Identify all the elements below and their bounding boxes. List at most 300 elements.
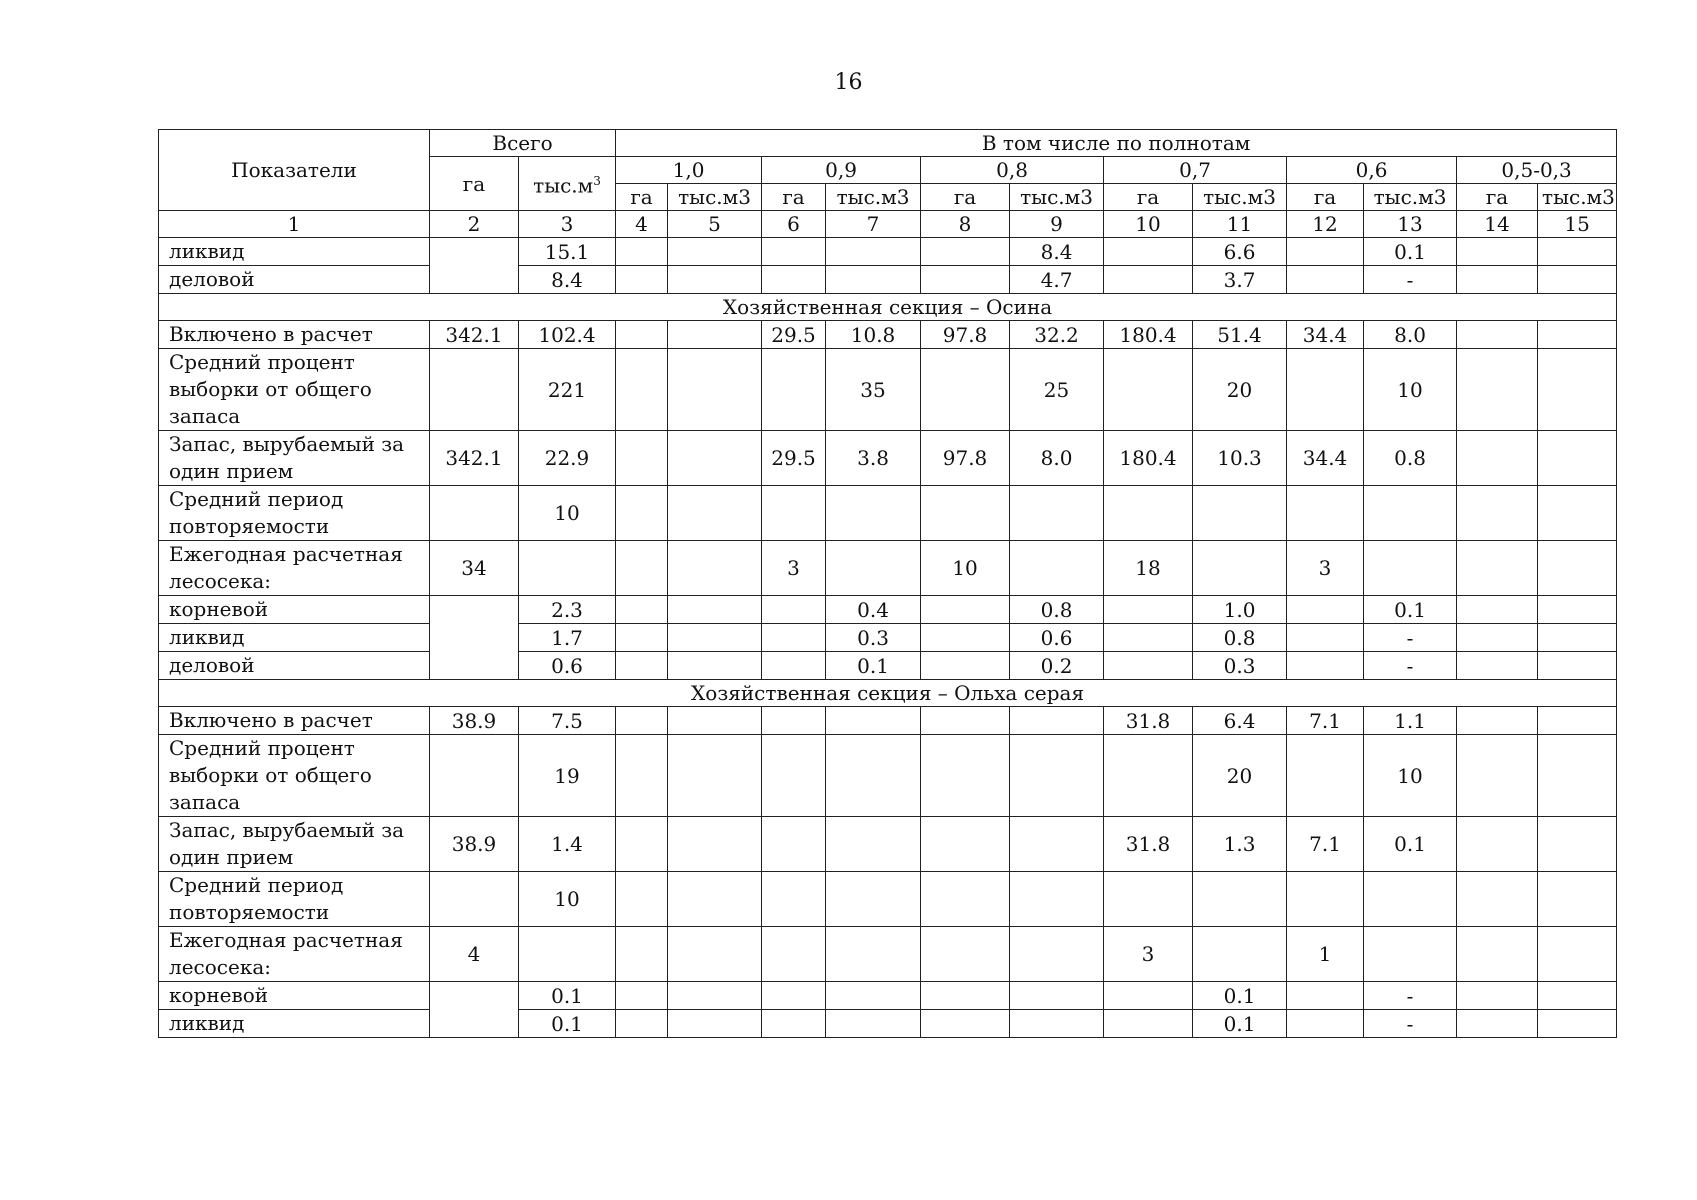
table-cell: 102.4 (519, 321, 616, 349)
table-cell (762, 1010, 826, 1038)
table-cell (762, 817, 826, 872)
table-cell: 0.1 (519, 1010, 616, 1038)
table-cell: 3.7 (1193, 266, 1287, 294)
table-cell (1104, 1010, 1193, 1038)
table-row (159, 872, 1617, 927)
table-cell (1287, 1010, 1364, 1038)
col-number: 9 (1010, 211, 1104, 238)
table-row (159, 927, 1617, 982)
table-cell (1538, 872, 1617, 927)
col-number: 3 (519, 211, 616, 238)
table-cell (762, 652, 826, 680)
table-cell (1538, 541, 1617, 596)
row-label: ликвид (159, 1010, 430, 1038)
table-cell (826, 982, 921, 1010)
table-cell (826, 238, 921, 266)
table-cell (826, 486, 921, 541)
table-cell: 29.5 (762, 431, 826, 486)
table-cell: 10 (1364, 349, 1457, 431)
table-cell (1010, 486, 1104, 541)
table-cell: 25 (1010, 349, 1104, 431)
table-cell: 8.0 (1364, 321, 1457, 349)
table-cell: 0.3 (826, 624, 921, 652)
row-label: Средний период повторяемости (159, 872, 430, 927)
table-cell (668, 624, 762, 652)
table-cell: 7.1 (1287, 707, 1364, 735)
table-cell (762, 707, 826, 735)
table-cell (1104, 624, 1193, 652)
table-cell (826, 735, 921, 817)
row-label: деловой (159, 652, 430, 680)
table-cell: 180.4 (1104, 321, 1193, 349)
sub-m3: тыс.м3 (1010, 184, 1104, 211)
table-cell (430, 982, 519, 1038)
table-row (159, 266, 1617, 294)
table-cell (921, 238, 1010, 266)
table-cell: 3 (1287, 541, 1364, 596)
table-row (159, 349, 1617, 431)
table-cell (430, 735, 519, 817)
table-cell (1457, 349, 1538, 431)
table-cell (1457, 266, 1538, 294)
table-cell: 0.8 (1010, 596, 1104, 624)
table-cell (921, 707, 1010, 735)
table-cell (762, 486, 826, 541)
table-cell: 10 (519, 486, 616, 541)
density-0-6: 0,6 (1287, 157, 1457, 184)
table-cell (1538, 707, 1617, 735)
col-number: 7 (826, 211, 921, 238)
table-cell: 0.2 (1010, 652, 1104, 680)
table-cell (1193, 486, 1287, 541)
table-cell (1287, 982, 1364, 1010)
header-indicators: Показатели (159, 130, 430, 211)
table-cell (1457, 872, 1538, 927)
table-cell (1287, 735, 1364, 817)
table-cell (1538, 624, 1617, 652)
table-cell: 20 (1193, 349, 1287, 431)
table-cell (1538, 349, 1617, 431)
table-cell (762, 238, 826, 266)
table-cell (826, 872, 921, 927)
table-cell: 0.4 (826, 596, 921, 624)
table-cell (1457, 707, 1538, 735)
table-cell (921, 266, 1010, 294)
table-cell: 4.7 (1010, 266, 1104, 294)
table-cell: 6.6 (1193, 238, 1287, 266)
table-cell (921, 624, 1010, 652)
table-cell (1193, 541, 1287, 596)
table-cell (762, 266, 826, 294)
table-cell (762, 349, 826, 431)
table-cell (668, 652, 762, 680)
table-cell (1287, 349, 1364, 431)
header-by-density: В том числе по полнотам (616, 130, 1617, 157)
table-cell (1457, 238, 1538, 266)
table-cell (430, 596, 519, 680)
table-row (159, 707, 1617, 735)
table-cell: 0.1 (826, 652, 921, 680)
table-cell (1538, 321, 1617, 349)
table-cell (668, 238, 762, 266)
table-cell (616, 349, 668, 431)
section-title-alder: Хозяйственная секция – Ольха серая (159, 680, 1617, 707)
row-label: Ежегодная расчетная лесосека: (159, 927, 430, 982)
table-cell (1457, 321, 1538, 349)
table-cell (1364, 541, 1457, 596)
table-cell: - (1364, 266, 1457, 294)
table-cell (616, 596, 668, 624)
table-cell: 10.3 (1193, 431, 1287, 486)
table-cell: 15.1 (519, 238, 616, 266)
table-cell (616, 707, 668, 735)
header-row-1 (159, 130, 1617, 157)
table-cell (1457, 431, 1538, 486)
table-cell (921, 652, 1010, 680)
table-cell (430, 486, 519, 541)
table-cell (1104, 266, 1193, 294)
sub-m3: тыс.м3 (826, 184, 921, 211)
table-cell (762, 735, 826, 817)
table-cell (1104, 652, 1193, 680)
table-cell (1457, 624, 1538, 652)
table-cell (1457, 1010, 1538, 1038)
table-cell: 22.9 (519, 431, 616, 486)
table-cell (921, 817, 1010, 872)
table-cell (616, 872, 668, 927)
table-cell (1457, 817, 1538, 872)
table-cell (668, 982, 762, 1010)
table-cell (921, 927, 1010, 982)
table-cell (1538, 238, 1617, 266)
col-number: 13 (1364, 211, 1457, 238)
table-cell: 34 (430, 541, 519, 596)
table-cell (519, 541, 616, 596)
table-cell: - (1364, 1010, 1457, 1038)
table-cell (1010, 707, 1104, 735)
table-cell (1364, 927, 1457, 982)
sub-m3: тыс.м3 (1364, 184, 1457, 211)
table-cell: 18 (1104, 541, 1193, 596)
table-cell: 1.1 (1364, 707, 1457, 735)
table-cell (921, 982, 1010, 1010)
table-cell (1538, 735, 1617, 817)
table-cell (668, 596, 762, 624)
table-cell (1457, 982, 1538, 1010)
density-1-0: 1,0 (616, 157, 762, 184)
table-cell (1104, 596, 1193, 624)
table-cell (668, 707, 762, 735)
table-row (159, 817, 1617, 872)
table-cell: 342.1 (430, 321, 519, 349)
table-cell (826, 541, 921, 596)
table-cell (1010, 927, 1104, 982)
table-cell (616, 238, 668, 266)
section-title-aspen: Хозяйственная секция – Осина (159, 294, 1617, 321)
table-row (159, 596, 1617, 624)
table-cell (1457, 486, 1538, 541)
table-cell (826, 927, 921, 982)
table-cell (762, 927, 826, 982)
col-number: 14 (1457, 211, 1538, 238)
table-cell (616, 735, 668, 817)
row-label: Ежегодная расчетная лесосека: (159, 541, 430, 596)
table-cell: 34.4 (1287, 321, 1364, 349)
row-label: корневой (159, 596, 430, 624)
table-cell: 1.4 (519, 817, 616, 872)
table-cell (1457, 541, 1538, 596)
row-label: Запас, вырубаемый за один прием (159, 431, 430, 486)
col-number: 2 (430, 211, 519, 238)
row-label: Средний процент выборки от общего запаса (159, 349, 430, 431)
table-cell (1010, 541, 1104, 596)
table-cell (921, 486, 1010, 541)
table-cell: 1.7 (519, 624, 616, 652)
table-cell (1457, 652, 1538, 680)
table-cell (1010, 1010, 1104, 1038)
table-cell: 1.0 (1193, 596, 1287, 624)
table-cell: 38.9 (430, 707, 519, 735)
table-cell (616, 982, 668, 1010)
col-number: 6 (762, 211, 826, 238)
table-cell: 6.4 (1193, 707, 1287, 735)
table-cell (668, 349, 762, 431)
table-cell: 31.8 (1104, 707, 1193, 735)
sub-ha: га (921, 184, 1010, 211)
table-cell: 3.8 (826, 431, 921, 486)
table-cell: - (1364, 624, 1457, 652)
table-cell (1010, 982, 1104, 1010)
table-cell: 10.8 (826, 321, 921, 349)
table-cell (1287, 596, 1364, 624)
table-cell: 10 (519, 872, 616, 927)
row-label: Запас, вырубаемый за один прием (159, 817, 430, 872)
table-cell (668, 872, 762, 927)
table-cell: 31.8 (1104, 817, 1193, 872)
table-row (159, 652, 1617, 680)
col-number: 11 (1193, 211, 1287, 238)
sub-ha: га (762, 184, 826, 211)
table-cell (616, 652, 668, 680)
table-cell (826, 707, 921, 735)
table-cell: 29.5 (762, 321, 826, 349)
table-row (159, 238, 1617, 266)
table-cell: 0.8 (1364, 431, 1457, 486)
col-number: 5 (668, 211, 762, 238)
table-cell (668, 1010, 762, 1038)
table-cell (616, 266, 668, 294)
table-cell (826, 1010, 921, 1038)
table-cell (1457, 596, 1538, 624)
table-cell (616, 541, 668, 596)
table-row (159, 321, 1617, 349)
table-cell (1104, 238, 1193, 266)
table-cell: 8.0 (1010, 431, 1104, 486)
table-cell (1010, 872, 1104, 927)
table-row (159, 1010, 1617, 1038)
table-cell: 0.3 (1193, 652, 1287, 680)
row-label: Включено в расчет (159, 707, 430, 735)
table-cell (1104, 486, 1193, 541)
table-row (159, 486, 1617, 541)
table-cell (762, 624, 826, 652)
sub-m3: тыс.м3 (1538, 184, 1617, 211)
table-cell (921, 1010, 1010, 1038)
table-cell (1010, 735, 1104, 817)
section-row (159, 680, 1617, 707)
column-numbers-row (159, 211, 1617, 238)
table-row (159, 431, 1617, 486)
table-cell (616, 817, 668, 872)
sub-ha: га (1287, 184, 1364, 211)
table-cell: 32.2 (1010, 321, 1104, 349)
table-cell: 0.1 (1364, 238, 1457, 266)
table-cell (1104, 872, 1193, 927)
table-cell: 10 (921, 541, 1010, 596)
table-cell (1538, 1010, 1617, 1038)
table-cell: 19 (519, 735, 616, 817)
table-cell: 0.1 (519, 982, 616, 1010)
table-cell: 1.3 (1193, 817, 1287, 872)
table-row (159, 735, 1617, 817)
table-cell (1193, 927, 1287, 982)
col-number: 12 (1287, 211, 1364, 238)
table-cell (616, 1010, 668, 1038)
table-cell (1287, 872, 1364, 927)
table-cell (668, 541, 762, 596)
table-row (159, 541, 1617, 596)
table-cell (1010, 817, 1104, 872)
table-cell (1538, 982, 1617, 1010)
density-0-5-0-3: 0,5-0,3 (1457, 157, 1617, 184)
table-cell: 0.1 (1364, 596, 1457, 624)
table-cell: 180.4 (1104, 431, 1193, 486)
table-cell: 221 (519, 349, 616, 431)
header-total-m3: $тыс.м^3$ (519, 157, 616, 211)
table-cell (1538, 596, 1617, 624)
table-cell (1538, 266, 1617, 294)
table-cell: 342.1 (430, 431, 519, 486)
table-cell: - (1364, 982, 1457, 1010)
row-label: деловой (159, 266, 430, 294)
table-cell: 1 (1287, 927, 1364, 982)
table-cell (519, 927, 616, 982)
table-cell (1287, 652, 1364, 680)
table-cell (616, 624, 668, 652)
table-cell (1287, 486, 1364, 541)
allowable-cut-table (158, 129, 1617, 1038)
table-cell: 35 (826, 349, 921, 431)
table-cell: 0.1 (1193, 1010, 1287, 1038)
table-cell: 7.1 (1287, 817, 1364, 872)
table-cell (826, 266, 921, 294)
table-cell: 4 (430, 927, 519, 982)
table-cell (430, 872, 519, 927)
table-cell (1287, 238, 1364, 266)
table-cell: 0.6 (519, 652, 616, 680)
table-cell: - (1364, 652, 1457, 680)
table-cell (921, 349, 1010, 431)
table-cell: 34.4 (1287, 431, 1364, 486)
header-total-ha: га (430, 157, 519, 211)
table-cell: 0.8 (1193, 624, 1287, 652)
density-0-8: 0,8 (921, 157, 1104, 184)
table-cell (1538, 652, 1617, 680)
table-cell (668, 266, 762, 294)
table-cell (668, 927, 762, 982)
table-cell (668, 486, 762, 541)
table-cell (616, 321, 668, 349)
table-cell (1193, 872, 1287, 927)
row-label: Средний процент выборки от общего запаса (159, 735, 430, 817)
table-cell (762, 872, 826, 927)
table-cell: 51.4 (1193, 321, 1287, 349)
sub-m3: тыс.м3 (668, 184, 762, 211)
table-cell (1457, 927, 1538, 982)
table-cell (921, 596, 1010, 624)
table-cell (1457, 735, 1538, 817)
sub-ha: га (1104, 184, 1193, 211)
table-cell (1538, 486, 1617, 541)
row-label: Средний период повторяемости (159, 486, 430, 541)
density-0-7: 0,7 (1104, 157, 1287, 184)
table-cell: 10 (1364, 735, 1457, 817)
table-cell: 97.8 (921, 321, 1010, 349)
table-cell: 2.3 (519, 596, 616, 624)
table-row (159, 624, 1617, 652)
table-cell (1104, 735, 1193, 817)
table-cell (616, 486, 668, 541)
table-cell (1287, 624, 1364, 652)
table-row (159, 982, 1617, 1010)
table-cell (1538, 927, 1617, 982)
table-cell: 3 (1104, 927, 1193, 982)
table-cell (430, 349, 519, 431)
table-cell (1538, 817, 1617, 872)
table-cell (616, 431, 668, 486)
table-cell (668, 431, 762, 486)
row-label: Включено в расчет (159, 321, 430, 349)
table-cell (668, 735, 762, 817)
col-number: 4 (616, 211, 668, 238)
table-cell: 38.9 (430, 817, 519, 872)
table-cell: 0.6 (1010, 624, 1104, 652)
sub-ha: га (1457, 184, 1538, 211)
table-cell (1104, 349, 1193, 431)
table-cell (1364, 872, 1457, 927)
table-cell (1538, 431, 1617, 486)
table-cell (826, 817, 921, 872)
table-cell (668, 321, 762, 349)
sub-ha: га (616, 184, 668, 211)
table-cell: 7.5 (519, 707, 616, 735)
table-cell (1104, 982, 1193, 1010)
density-0-9: 0,9 (762, 157, 921, 184)
col-number: 8 (921, 211, 1010, 238)
col-number: 15 (1538, 211, 1617, 238)
row-label: ликвид (159, 238, 430, 266)
table-cell (668, 817, 762, 872)
table-cell (1287, 266, 1364, 294)
row-label: ликвид (159, 624, 430, 652)
row-label: корневой (159, 982, 430, 1010)
col-number: 10 (1104, 211, 1193, 238)
page-number: 16 (834, 70, 863, 95)
table-cell (430, 238, 519, 294)
header-total: Всего (430, 130, 616, 157)
table-cell (921, 872, 1010, 927)
table-cell: 97.8 (921, 431, 1010, 486)
